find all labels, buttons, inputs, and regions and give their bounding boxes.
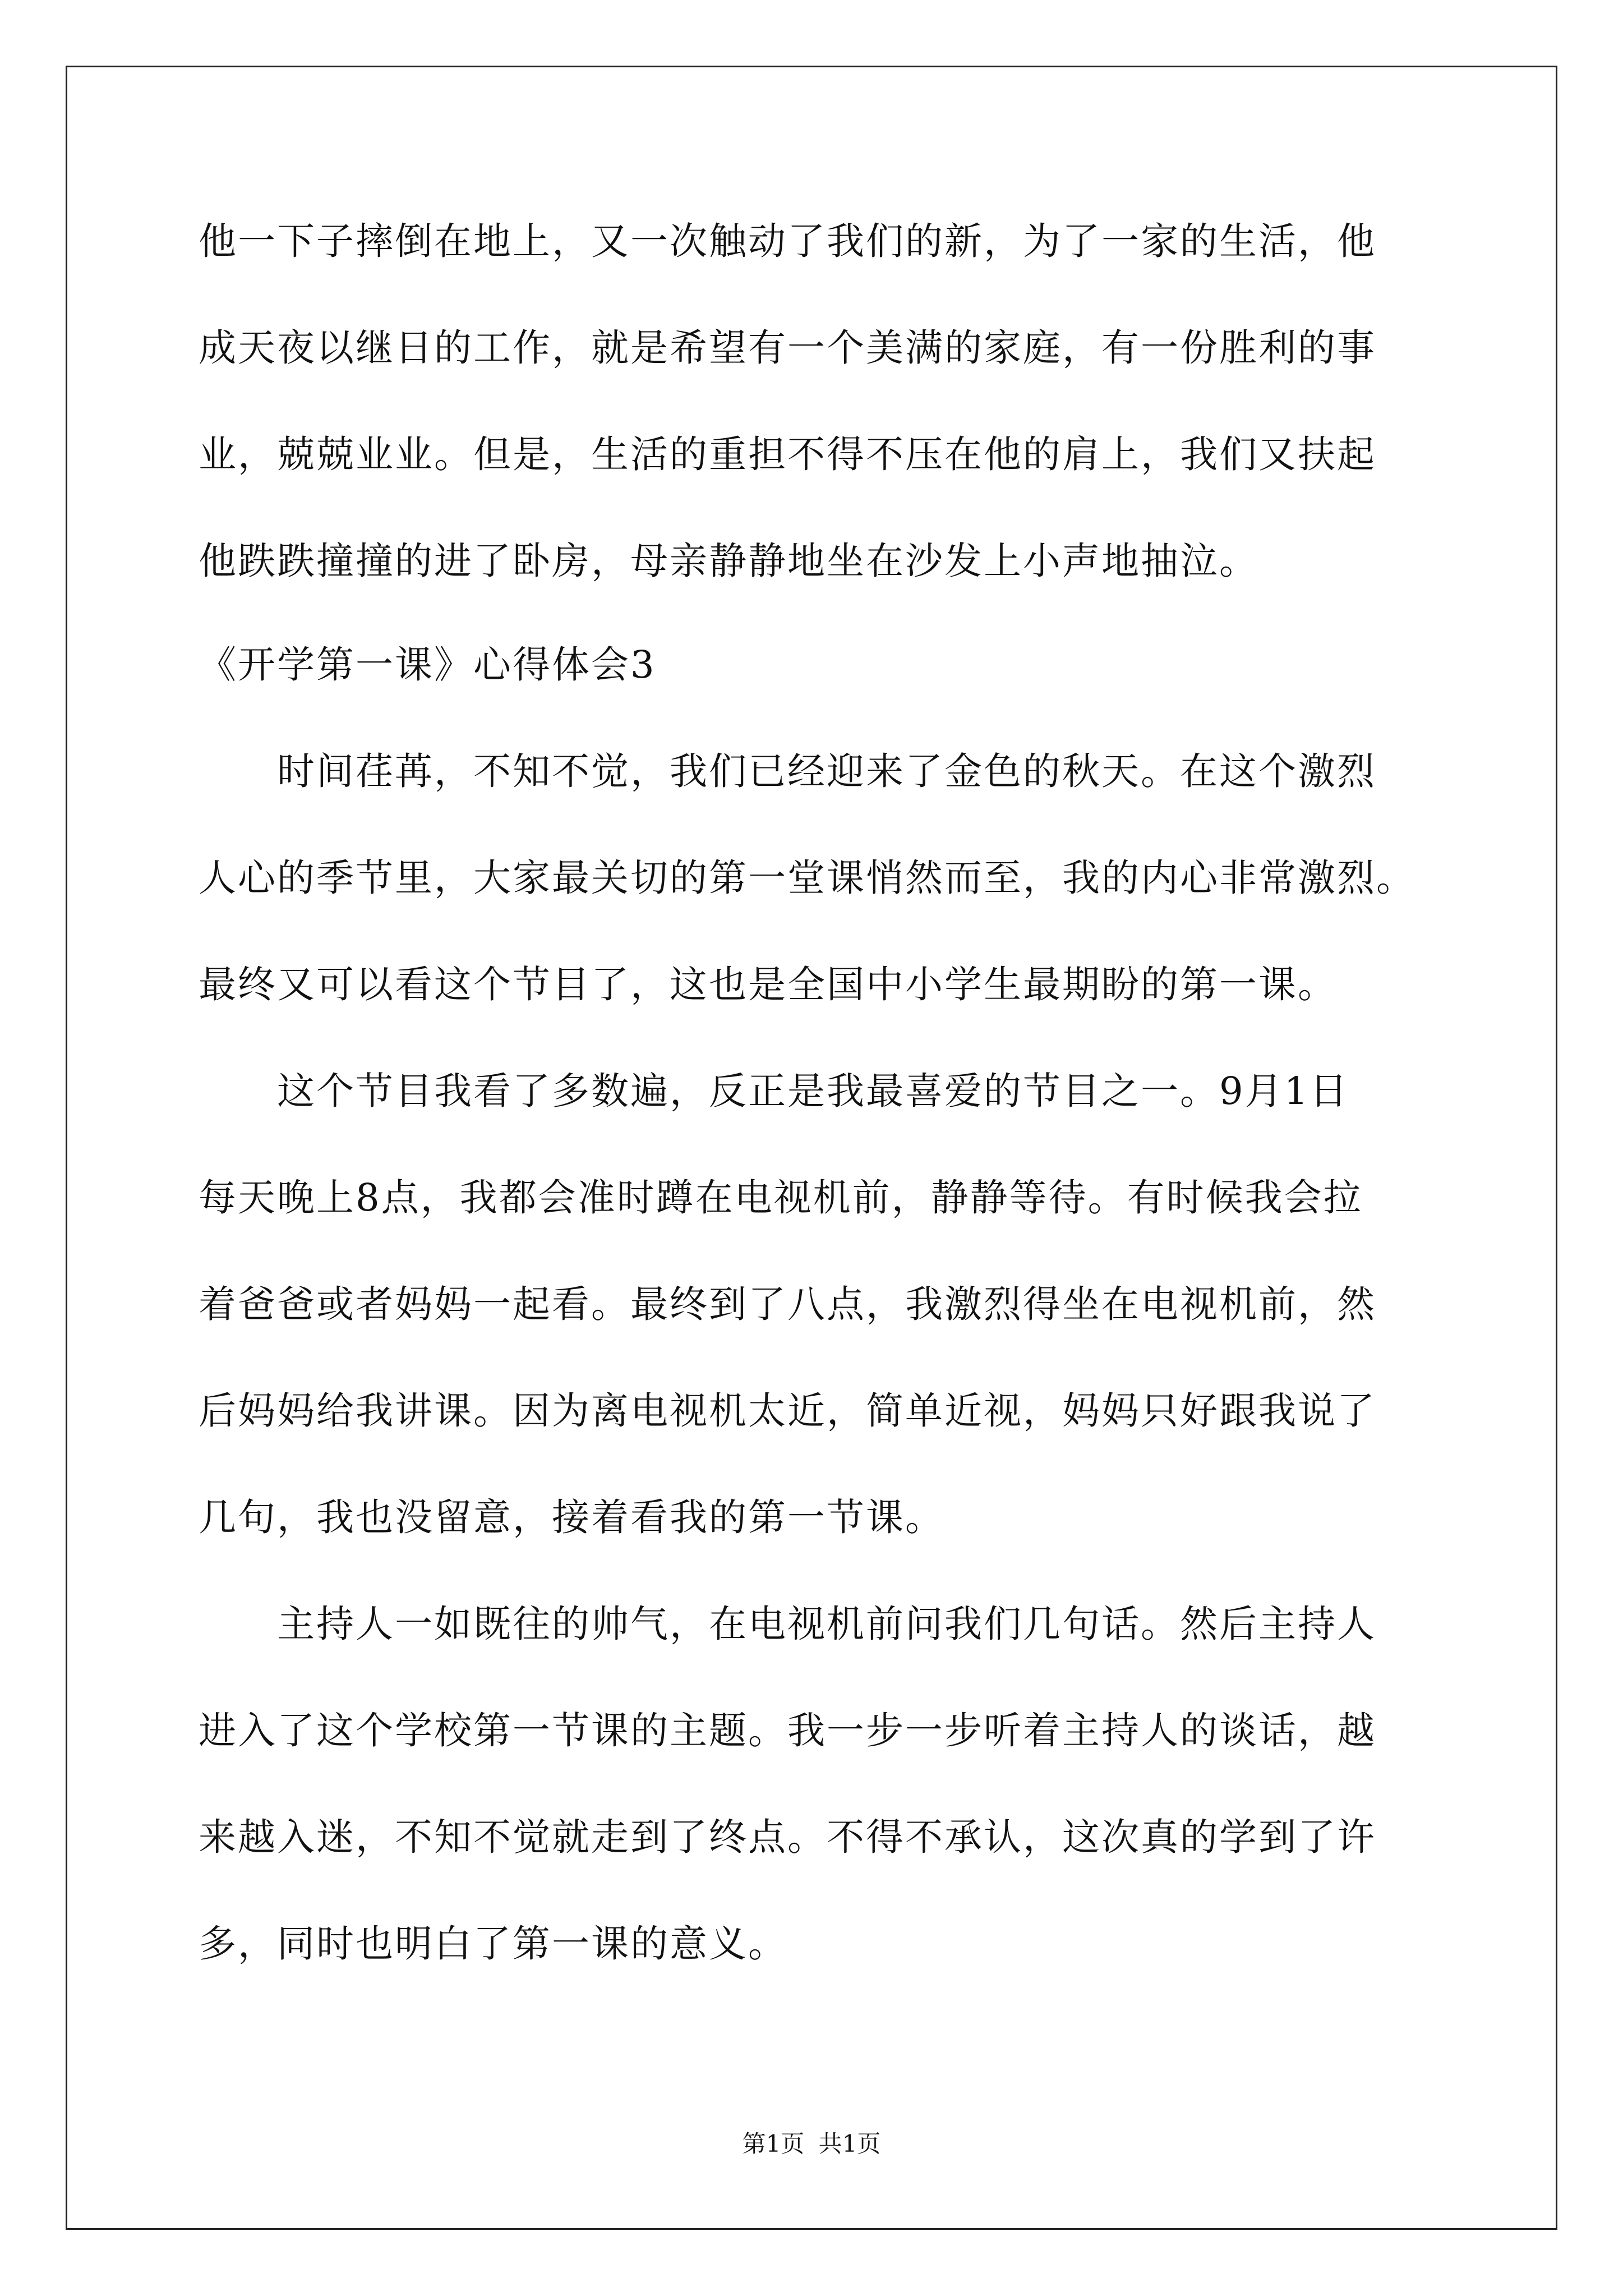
text-line: 最终又可以看这个节目了，这也是全国中小学生最期盼的第一课。: [199, 963, 1337, 1006]
text-line: 多，同时也明白了第一课的意义。: [199, 1922, 787, 1966]
text-line: 他跌跌撞撞的进了卧房，母亲静静地坐在沙发上小声地抽泣。: [199, 539, 1258, 583]
text-line: 后妈妈给我讲课。因为离电视机太近，简单近视，妈妈只好跟我说了: [199, 1389, 1376, 1433]
text-line: 来越入迷，不知不觉就走到了终点。不得不承认，这次真的学到了许: [199, 1815, 1376, 1859]
text-line: 人心的季节里，大家最关切的第一堂课悄然而至，我的内心非常激烈。: [199, 856, 1415, 900]
text-line: 几句，我也没留意，接着看我的第一节课。: [199, 1496, 944, 1539]
text-line: 着爸爸或者妈妈一起看。最终到了八点，我激烈得坐在电视机前，然: [199, 1282, 1376, 1326]
section-heading: 《开学第一课》心得体会3: [199, 643, 656, 687]
text-line: 进入了这个学校第一节课的主题。我一步一步听着主持人的谈话，越: [199, 1709, 1376, 1752]
page-border: [66, 66, 1557, 2230]
text-line: 业，兢兢业业。但是，生活的重担不得不压在他的肩上，我们又扶起: [199, 432, 1376, 476]
text-line: 每天晚上8点，我都会准时蹲在电视机前，静静等待。有时候我会拉: [199, 1176, 1363, 1220]
text-line: 这个节目我看了多数遍，反正是我最喜爱的节目之一。9月1日: [199, 1069, 1349, 1113]
page-footer: [0, 2127, 1623, 2161]
text-line: 主持人一如既往的帅气，在电视机前问我们几句话。然后主持人: [199, 1602, 1376, 1646]
text-line: 成天夜以继日的工作，就是希望有一个美满的家庭，有一份胜利的事: [199, 326, 1376, 370]
text-line: 他一下子摔倒在地上，又一次触动了我们的新，为了一家的生活，他: [199, 219, 1376, 263]
page-number-total: 共1页: [818, 2130, 881, 2157]
page-number-current: 第1页: [742, 2130, 805, 2157]
text-line: 时间荏苒，不知不觉，我们已经迎来了金色的秋天。在这个激烈: [199, 749, 1376, 793]
